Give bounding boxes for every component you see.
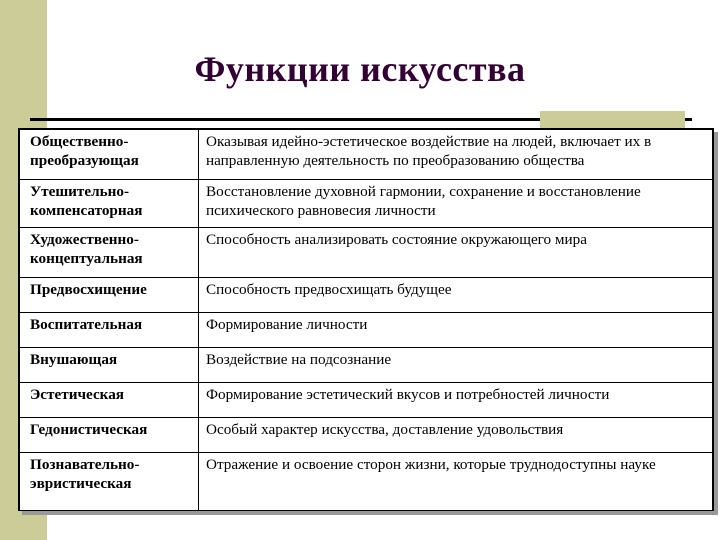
table-row — [20, 130, 713, 180]
function-description: Формирование эстетический вкусов и потребностей личности — [199, 383, 713, 418]
functions-table — [18, 128, 714, 511]
table-row — [20, 228, 713, 278]
function-description: Особый характер искусства, доставление удовольствия — [199, 418, 713, 453]
table-row — [20, 453, 713, 511]
function-name: Гедонистическая — [20, 418, 199, 453]
table-row — [20, 383, 713, 418]
function-description: Способность анализировать состояние окружающего мира — [199, 228, 713, 278]
function-name: Эстетическая — [20, 383, 199, 418]
function-name: Воспитательная — [20, 313, 199, 348]
function-description: Воздействие на подсознание — [199, 348, 713, 383]
table-row — [20, 180, 713, 228]
table-row — [20, 313, 713, 348]
function-description: Отражение и освоение сторон жизни, которые труднодоступны науке — [199, 453, 713, 511]
table-row — [20, 278, 713, 313]
function-name: Художественно-концептуальная — [20, 228, 199, 278]
table-body — [20, 130, 713, 511]
table-row — [20, 418, 713, 453]
table-row — [20, 348, 713, 383]
function-name: Внушающая — [20, 348, 199, 383]
function-description: Формирование личности — [199, 313, 713, 348]
function-description: Способность предвосхищать будущее — [199, 278, 713, 313]
accent-block — [540, 111, 685, 128]
function-description: Оказывая идейно-эстетическое воздействие на людей, включает их в направленную деятельность по преобразованию общества — [199, 130, 713, 180]
function-name: Общественно-преобразующая — [20, 130, 199, 180]
function-name: Познавательно-эвристическая — [20, 453, 199, 511]
slide-title: Функции искусства — [194, 49, 526, 89]
function-description: Восстановление духовной гармонии, сохранение и восстановление психического равновесия личности — [199, 180, 713, 228]
function-name: Утешительно-компенсаторная — [20, 180, 199, 228]
function-name: Предвосхищение — [20, 278, 199, 313]
